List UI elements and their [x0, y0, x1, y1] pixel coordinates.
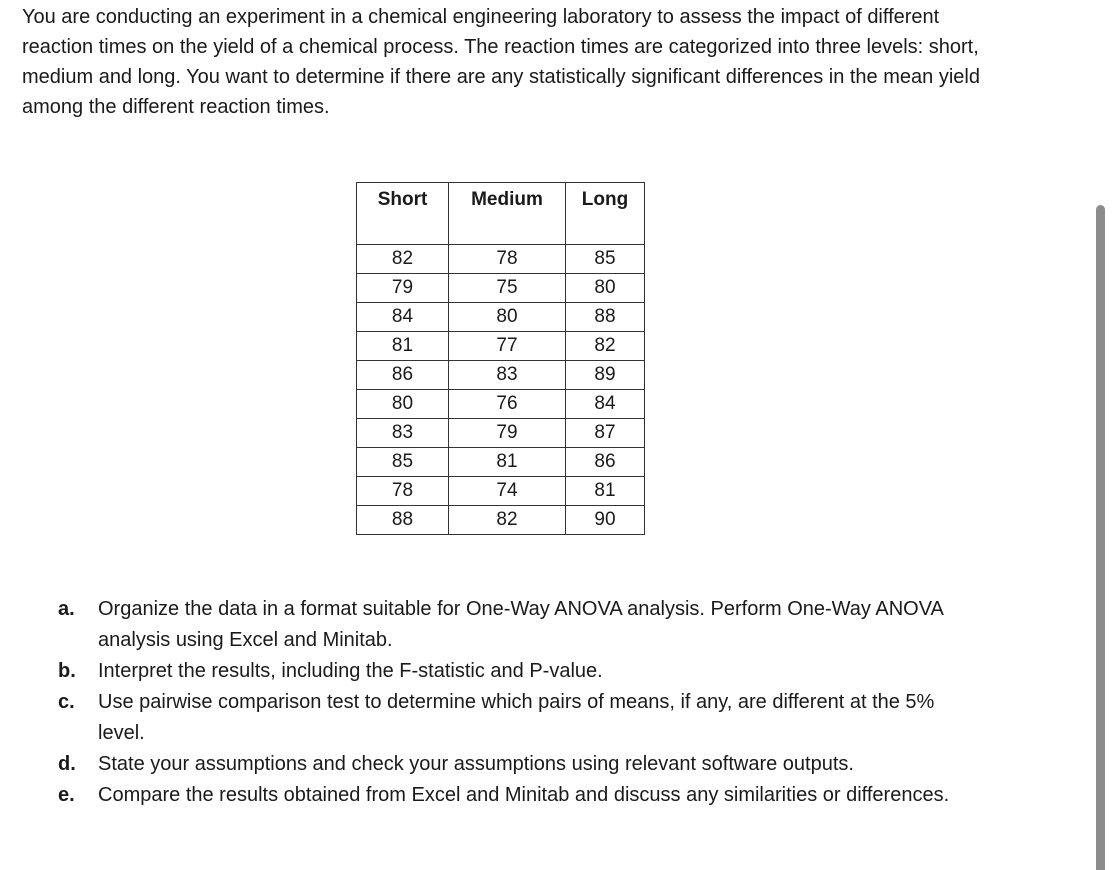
cell-long: 80: [566, 274, 645, 303]
table-row: [357, 303, 645, 332]
question-item: [58, 687, 980, 749]
question-letter: b.: [58, 660, 76, 682]
table-row: [357, 419, 645, 448]
cell-short: 83: [357, 419, 449, 448]
question-letter: e.: [58, 784, 75, 806]
intro-paragraph: You are conducting an experiment in a chemical engineering laboratory to assess the impact of different reaction times on the yield of a chemical process. The reaction times are categorized into three levels: short, medium and long. You want to determine if there are any statistically significant differences in the mean yield among the different reaction times.: [22, 6, 980, 118]
question-list: [58, 594, 980, 811]
table-row: [357, 361, 645, 390]
cell-short: 82: [357, 245, 449, 274]
yield-data-table: [356, 182, 645, 535]
header-medium: Medium: [449, 183, 566, 245]
cell-medium: 74: [449, 477, 566, 506]
cell-short: 88: [357, 506, 449, 535]
question-item: [58, 780, 980, 811]
table-row: [357, 245, 645, 274]
cell-short: 78: [357, 477, 449, 506]
table-row: [357, 448, 645, 477]
cell-long: 86: [566, 448, 645, 477]
cell-medium: 78: [449, 245, 566, 274]
table-row: [357, 332, 645, 361]
question-text: Organize the data in a format suitable for One-Way ANOVA analysis. Perform One-Way ANOVA analysis using Excel and Minitab.: [98, 598, 943, 651]
cell-long: 82: [566, 332, 645, 361]
cell-short: 85: [357, 448, 449, 477]
cell-medium: 77: [449, 332, 566, 361]
question-item: [58, 749, 980, 780]
question-item: [58, 656, 980, 687]
table-row: [357, 390, 645, 419]
question-letter: c.: [58, 691, 75, 713]
cell-medium: 82: [449, 506, 566, 535]
cell-short: 79: [357, 274, 449, 303]
cell-long: 84: [566, 390, 645, 419]
cell-long: 90: [566, 506, 645, 535]
table-row: [357, 506, 645, 535]
question-item: [58, 594, 980, 656]
cell-long: 81: [566, 477, 645, 506]
cell-long: 89: [566, 361, 645, 390]
table-header-row: [357, 183, 645, 245]
cell-short: 80: [357, 390, 449, 419]
question-letter: d.: [58, 753, 76, 775]
table-row: [357, 477, 645, 506]
header-short: Short: [357, 183, 449, 245]
question-text: Interpret the results, including the F-statistic and P-value.: [98, 660, 603, 682]
vertical-scrollbar[interactable]: [1096, 205, 1105, 870]
cell-long: 87: [566, 419, 645, 448]
table-row: [357, 274, 645, 303]
question-text: Compare the results obtained from Excel and Minitab and discuss any similarities or differences.: [98, 784, 950, 806]
cell-short: 86: [357, 361, 449, 390]
cell-medium: 79: [449, 419, 566, 448]
cell-medium: 76: [449, 390, 566, 419]
cell-long: 88: [566, 303, 645, 332]
cell-medium: 81: [449, 448, 566, 477]
question-letter: a.: [58, 598, 75, 620]
cell-medium: 83: [449, 361, 566, 390]
cell-medium: 80: [449, 303, 566, 332]
cell-medium: 75: [449, 274, 566, 303]
cell-short: 81: [357, 332, 449, 361]
cell-short: 84: [357, 303, 449, 332]
header-long: Long: [566, 183, 645, 245]
question-text: State your assumptions and check your assumptions using relevant software outputs.: [98, 753, 854, 775]
cell-long: 85: [566, 245, 645, 274]
question-text: Use pairwise comparison test to determine which pairs of means, if any, are different at the 5% level.: [98, 691, 935, 744]
